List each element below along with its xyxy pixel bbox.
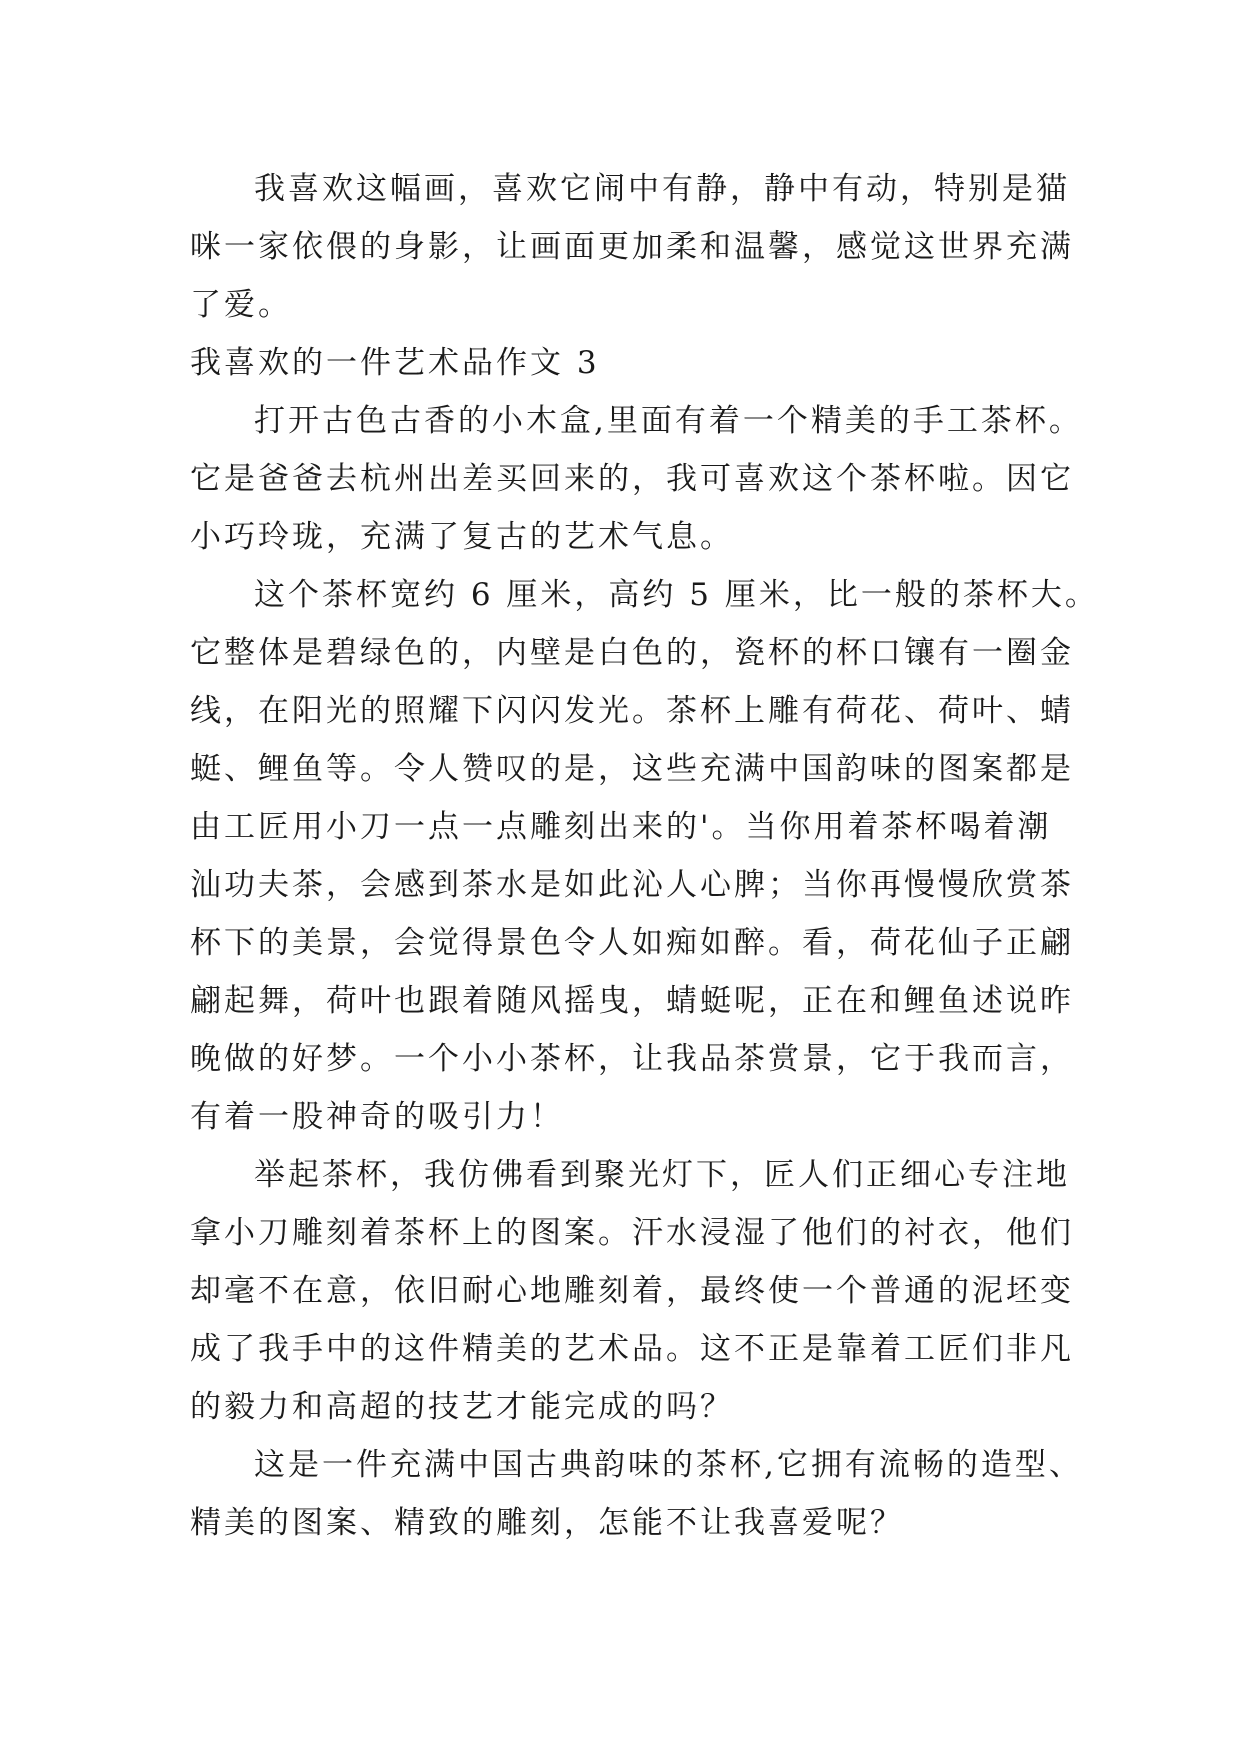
heading-text: 我喜欢的一件艺术品作文 3 bbox=[190, 345, 600, 381]
text-line: 成了我手中的这件精美的艺术品。这不正是靠着工匠们非凡 bbox=[190, 1331, 1074, 1367]
text-line: 我喜欢这幅画，喜欢它闹中有静，静中有动，特别是猫 bbox=[254, 171, 1070, 207]
text-line: 由工匠用小刀一点一点雕刻出来的'。当你用着茶杯喝着潮 bbox=[190, 809, 1052, 845]
text-line: 举起茶杯，我仿佛看到聚光灯下，匠人们正细心专注地 bbox=[254, 1157, 1070, 1193]
paragraph-cat-painting bbox=[190, 160, 1074, 334]
text-line: 了爱。 bbox=[190, 287, 292, 323]
text-line: 拿小刀雕刻着茶杯上的图案。汗水浸湿了他们的衬衣，他们 bbox=[190, 1215, 1074, 1251]
paragraph-craftsmen bbox=[190, 1146, 1074, 1436]
section-heading bbox=[190, 334, 1070, 392]
text-line: 晚做的好梦。一个小小茶杯，让我品茶赏景，它于我而言， bbox=[190, 1041, 1074, 1077]
text-line: 线，在阳光的照耀下闪闪发光。茶杯上雕有荷花、荷叶、蜻 bbox=[190, 693, 1074, 729]
text-line: 这个茶杯宽约 6 厘米，高约 5 厘米，比一般的茶杯大。 bbox=[254, 577, 1099, 613]
text-line: 精美的图案、精致的雕刻，怎能不让我喜爱呢？ bbox=[190, 1505, 904, 1541]
text-line: 的毅力和高超的技艺才能完成的吗？ bbox=[190, 1389, 734, 1425]
document-body bbox=[190, 160, 1099, 1552]
text-line: 小巧玲珑，充满了复古的艺术气息。 bbox=[190, 519, 734, 555]
text-line: 咪一家依偎的身影，让画面更加柔和温馨，感觉这世界充满 bbox=[190, 229, 1074, 265]
text-line: 打开古色古香的小木盒,里面有着一个精美的手工茶杯。 bbox=[254, 403, 1083, 439]
text-line: 它整体是碧绿色的，内壁是白色的，瓷杯的杯口镶有一圈金 bbox=[190, 635, 1074, 671]
paragraph-teacup-description bbox=[190, 566, 1099, 1146]
text-line: 蜓、鲤鱼等。令人赞叹的是，这些充满中国韵味的图案都是 bbox=[190, 751, 1074, 787]
text-line: 它是爸爸去杭州出差买回来的，我可喜欢这个茶杯啦。因它 bbox=[190, 461, 1074, 497]
text-line: 杯下的美景，会觉得景色令人如痴如醉。看，荷花仙子正翩 bbox=[190, 925, 1074, 961]
paragraph-wooden-box bbox=[190, 392, 1083, 566]
paragraph-conclusion bbox=[190, 1436, 1083, 1552]
text-line: 汕功夫茶，会感到茶水是如此沁人心脾；当你再慢慢欣赏茶 bbox=[190, 867, 1074, 903]
text-line: 却毫不在意，依旧耐心地雕刻着，最终使一个普通的泥坯变 bbox=[190, 1273, 1074, 1309]
text-line: 这是一件充满中国古典韵味的茶杯,它拥有流畅的造型、 bbox=[254, 1447, 1083, 1483]
text-line: 翩起舞，荷叶也跟着随风摇曳，蜻蜓呢，正在和鲤鱼述说昨 bbox=[190, 983, 1074, 1019]
text-line: 有着一股神奇的吸引力！ bbox=[190, 1099, 564, 1135]
